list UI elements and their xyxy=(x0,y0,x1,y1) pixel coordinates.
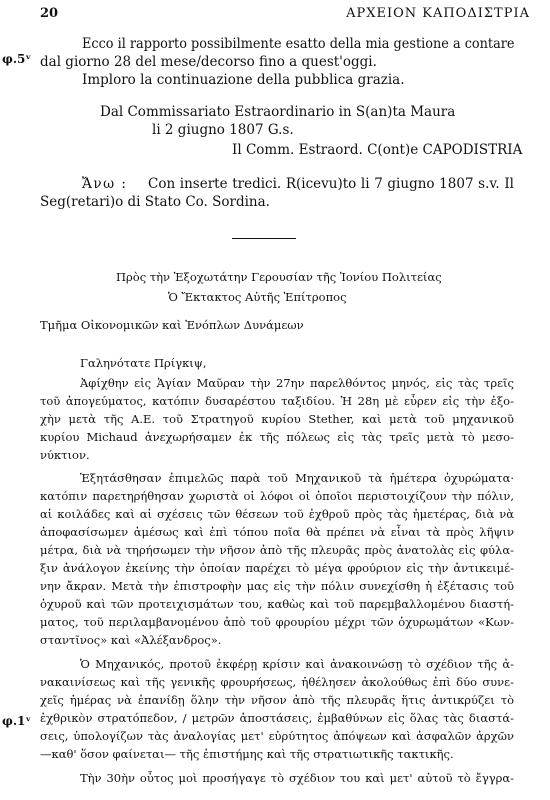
department-line: Τμῆμα Οἰκονομικῶν καὶ Ἐνόπλων Δυνάμεων xyxy=(40,318,304,332)
note-prefix: Ἄνω : xyxy=(82,176,128,192)
margin-note-folio-5v: φ.5ᵛ xyxy=(2,52,32,66)
greek-line: νην ἄκραν. Μετὰ τὴν ἐπιστροφὴν μας εἰς τὴν πόλιν συνεχίσθη ἡ ἐξέτασις τοῦ xyxy=(40,579,514,593)
greek-line: ὀχυροῦ καὶ τῶν προτειχισμάτων του, καθὼς καὶ τοῦ παρεμβαλλομένου διαστή- xyxy=(40,597,514,611)
italian-line: Imploro la continuazione della pubblica grazia. xyxy=(82,72,405,88)
greek-line: κατόπιν παρετηρήθησαν χωριστὰ οἱ λόφοι οἱ ὁποῖοι περιστοιχίζουν τὴν πόλιν, xyxy=(40,489,514,503)
greek-line: ἀποφασίσωμεν ἀμέσως καὶ ἐπὶ τόπου ποῖα θὰ πρέπει νὰ εἶναι τὰ πρὸς λῆψιν xyxy=(40,525,514,539)
page-number: 20 xyxy=(40,6,59,21)
greek-line: ξιν ἀνάλογον ἐκείνης τὴν ὁποίαν παρέχει τὸ μέγα φρούριον εἰς τὴν ἀντικειμέ- xyxy=(40,561,514,575)
italian-line: dal giorno 28 del mese/decorso fino a quest'oggi. xyxy=(40,54,377,70)
date-line: li 2 giugno 1807 G.s. xyxy=(152,122,294,138)
margin-note-folio-1v: φ.1ᵛ xyxy=(2,714,32,728)
note-line: Seg(retari)o di Stato Co. Sordina. xyxy=(40,194,270,210)
place-line: Dal Commissariato Estraordinario in S(an)ta Maura xyxy=(100,104,456,120)
running-title: ΑΡΧΕΙΟΝ ΚΑΠΟΔΙΣΤΡΙΑ xyxy=(346,6,530,21)
signature: Il Comm. Estraord. C(ont)e CAPODISTRIA xyxy=(232,142,523,158)
section-divider xyxy=(232,238,296,239)
greek-line: σεις, ὑπολογίζων τὰς ἀναλογίας μετ' εὐρύτητος ἀπόψεων καὶ ἀσφαλῶν ἀρχῶν xyxy=(40,729,514,743)
greek-line: σταντῖνος» καὶ «Ἀλέξανδρος». xyxy=(40,633,222,647)
greek-line: χεῖς ἡμέρας νὰ ἐπανίδῃ ὅλην τὴν νῆσον ἀπὸ τῆς πλευρᾶς ἥτις ἀντικρύζει τὸ xyxy=(40,693,514,707)
address-line: Πρὸς τὴν Ἐξοχωτάτην Γερουσίαν τῆς Ἰονίου Πολιτείας xyxy=(116,270,442,284)
greek-line: —καθ' ὅσον φαίνεται— τῆς ἐπιστήμης καὶ τῆς στρατιωτικῆς τακτικῆς. xyxy=(40,747,454,761)
greek-line: κυρίου Michaud ἀνεχωρήσαμεν ἐκ τῆς πόλεως εἰς τὰς τρεῖς μετὰ τὸ μεσο- xyxy=(40,430,514,444)
note-line: Con inserte tredici. R(icevu)to li 7 giugno 1807 s.v. Il xyxy=(148,176,514,192)
greek-line: Ὁ Μηχανικός, προτοῦ ἐκφέρῃ κρίσιν καὶ ἀνακοινώσῃ τὸ σχέδιον τῆς ἀ- xyxy=(80,657,514,671)
greek-line: ἐχθρικὸν στρατόπεδον, / μετρῶν ἀποστάσεις, ἐμβαθύνων εἰς ὅλας τὰς διαστά- xyxy=(40,711,514,725)
greek-line: νακαινίσεως καὶ τῆς γενικῆς φρουρήσεως, ἠθέλησεν ἀκολούθως ἐπὶ δύο συνε- xyxy=(40,675,514,689)
greek-line: τοῦ ἀπογεύματος, κατόπιν δυσαρέστου ταξιδίου. Ἡ 28η μὲ εὗρεν εἰς τὴν ἐξο- xyxy=(40,394,514,408)
greek-line: Ἐξητάσθησαν ἐπιμελῶς παρὰ τοῦ Μηχανικοῦ τὰ ἡμέτερα ὀχυρώματα· xyxy=(80,471,514,485)
greek-line: αἱ κοιλάδες καὶ αἱ σχέσεις τῶν θέσεων τοῦ ἐχθροῦ πρὸς τὰς ἡμετέρας, διὰ νὰ xyxy=(40,507,514,521)
greek-line: χὴν μετὰ τῆς Α.Ε. τοῦ Στρατηγοῦ κυρίου Stether, καὶ μετὰ τοῦ μηχανικοῦ xyxy=(40,412,514,426)
greek-line: νύκτιον. xyxy=(40,448,90,462)
greek-line: Ἀφίχθην εἰς Ἁγίαν Μαῦραν τὴν 27ην παρελθόντος μηνός, εἰς τὰς τρεῖς xyxy=(80,376,514,390)
salutation: Γαληνότατε Πρίγκιψ, xyxy=(80,356,207,370)
italian-line: Ecco il rapporto possibilmente esatto della mia gestione a contare xyxy=(82,36,515,52)
greek-line: μέτρα, διὰ νὰ τηρήσωμεν τὴν νῆσον ἀπὸ τῆς πλευρᾶς πρὸς ἀνατολὰς εἰς φύλα- xyxy=(40,543,514,557)
greek-line: Τὴν 30ὴν οὗτος μοὶ προσήγαγε τὸ σχέδιον του καὶ μετ' αὐτοῦ τὸ ἔγγρα- xyxy=(80,771,514,785)
address-line: Ὁ Ἔκτακτος Αὐτῆς Ἐπίτροπος xyxy=(168,290,347,304)
greek-line: ματος, τοῦ περιλαμβανομένου ἀπὸ τοῦ φρουρίου μέχρι τῶν ὀχυρωμάτων «Κων- xyxy=(40,615,514,629)
